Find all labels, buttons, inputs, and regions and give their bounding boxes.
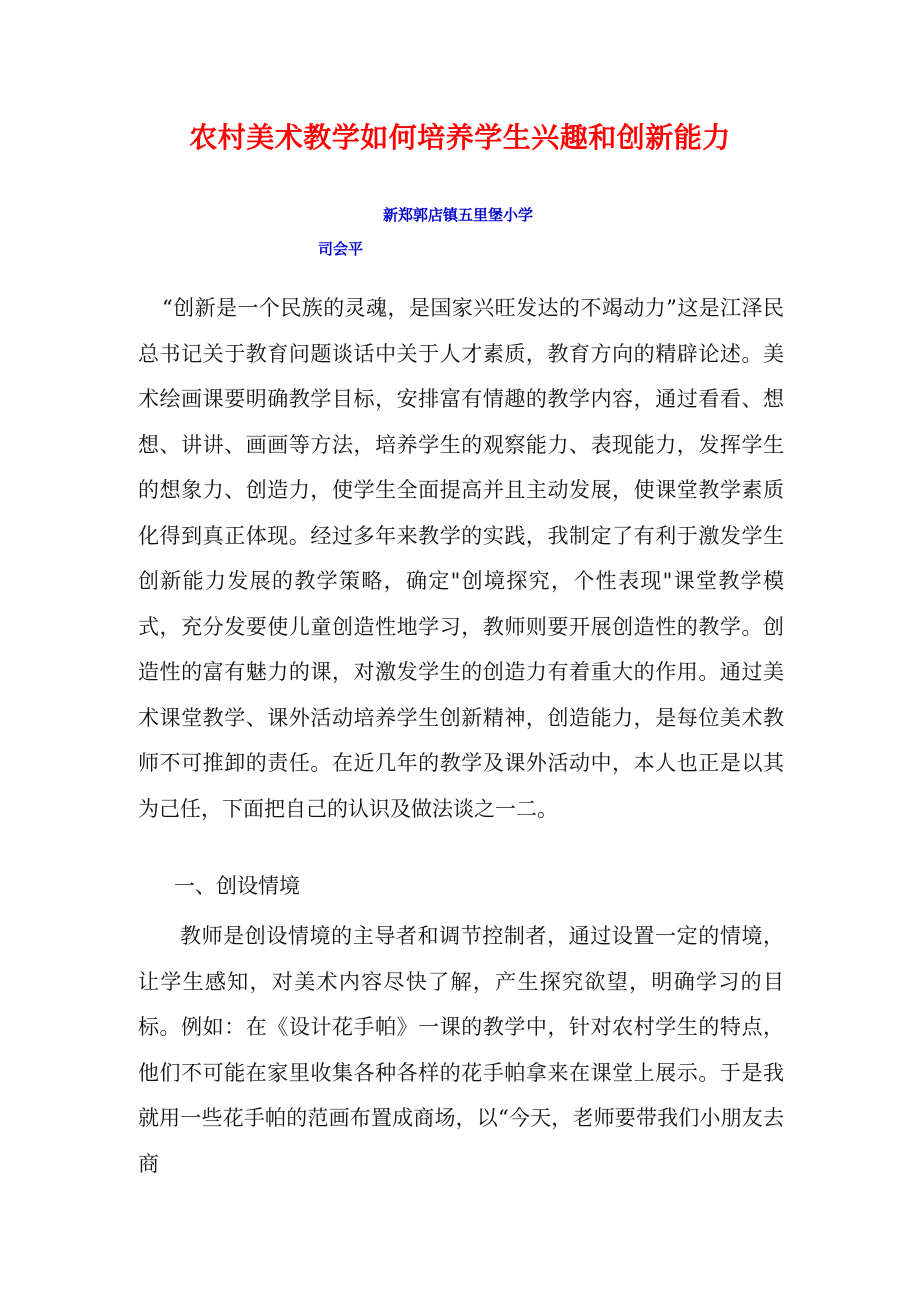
- school-name: 新郑郭店镇五里堡小学: [383, 206, 534, 224]
- paragraph-section-1: 教师是创设情境的主导者和调节控制者，通过设置一定的情境，让学生感知，对美术内容尽快了解，产生探究欲望，明确学习的目标。例如：在《设计花手帕》一课的教学中，针对农村学生的特点，他们不可能在家里收集各种各样的花手帕拿来在课堂上展示。于是我就用一些花手帕的范画布置成商场，以“今天，老师要带我们小朋友去商: [138, 924, 784, 1176]
- paragraph-intro: “创新是一个民族的灵魂，是国家兴旺发达的不竭动力”这是江泽民总书记关于教育问题谈话中关于人才素质，教育方向的精辟论述。美术绘画课要明确教学目标，安排富有情趣的教学内容，通过看看、想想、讲讲、画画等方法，培养学生的观察能力、表现能力，发挥学生的想象力、创造力，使学生全面提高并且主动发展，使课堂教学素质化得到真正体现。经过多年来教学的实践，我制定了有利于激发学生创新能力发展的教学策略，确定"创境探究，个性表现"课堂教学模式，充分发要使儿童创造性地学习，教师则要开展创造性的教学。创造性的富有魅力的课，对激发学生的创造力有着重大的作用。通过美术课堂教学、课外活动培养学生创新精神，创造能力，是每位美术教师不可推卸的责任。在近几年的教学及课外活动中，本人也正是以其为己任，下面把自己的认识及做法谈之一二。: [138, 296, 784, 821]
- section-heading-1: 一、创设情境: [174, 874, 300, 898]
- author-name: 司会平: [318, 240, 364, 258]
- document-title: 农村美术教学如何培养学生兴趣和创新能力: [189, 121, 731, 154]
